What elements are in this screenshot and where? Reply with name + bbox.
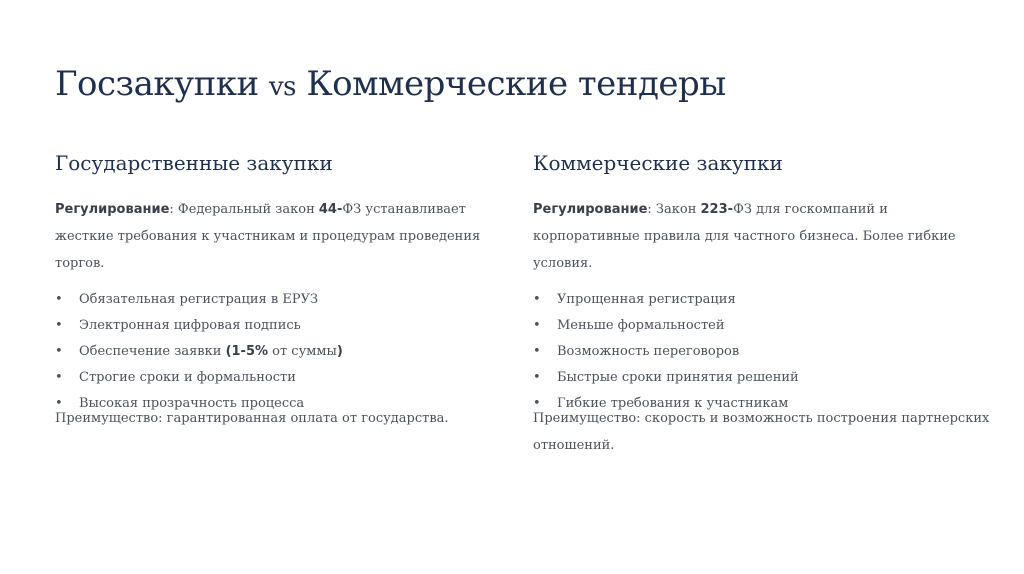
list-item [533,391,993,417]
commercial-advantage-text: Преимущество: скорость и возможность построения партнерских отношений. [533,411,990,453]
state-regulation-part1: : Федеральный закон [169,202,319,217]
title-part1: Госзакупки [55,64,259,104]
state-requirements-list [55,287,515,417]
list-item-text: Обязательная регистрация в ЕРУЗ [79,292,319,307]
bullet-icon: • [533,318,541,333]
commercial-regulation-label: Регулирование [533,202,648,217]
list-item [55,313,515,339]
bullet-icon: • [55,370,63,385]
bullet-icon: • [55,292,63,307]
bid-security-tail: от суммы [268,344,337,359]
list-item-text: Меньше формальностей [557,318,725,333]
list-item-text: Высокая прозрачность процесса [79,396,305,411]
list-item [55,339,515,365]
list-item [533,365,993,391]
list-item-text: Обеспечение заявки [79,344,222,359]
title-part2: Коммерческие тендеры [306,64,726,104]
bullet-icon: • [533,370,541,385]
commercial-regulation-part1: : Закон [647,202,701,217]
list-item [533,313,993,339]
commercial-procurement-column [533,148,993,459]
commercial-law-number: 223- [700,202,734,217]
list-item [55,365,515,391]
bullet-icon: • [55,344,63,359]
bid-security-close: ) [336,344,343,359]
bullet-icon: • [533,344,541,359]
bullet-icon: • [533,292,541,307]
list-item-text: Упрощенная регистрация [557,292,736,307]
state-law-number: 44- [318,202,343,217]
list-item [533,287,993,313]
state-regulation-label: Регулирование [55,202,170,217]
bid-security-percent: (1-5% [225,344,269,359]
commercial-requirements-list [533,287,993,417]
list-item-text: Гибкие требования к участникам [557,396,789,411]
list-item-text: Строгие сроки и формальности [79,370,296,385]
state-regulation-part2: ФЗ устанавливает жесткие требования к участникам и процедурам проведения торгов. [55,202,481,271]
list-item-text: Быстрые сроки принятия решений [557,370,799,385]
bullet-icon: • [55,318,63,333]
commercial-regulation-part2: ФЗ для госкомпаний и корпоративные правила для частного бизнеса. Более гибкие условия. [533,202,956,271]
bullet-icon: • [55,396,63,411]
bullet-icon: • [533,396,541,411]
list-item [55,391,515,417]
state-procurement-column [55,148,515,432]
list-item [533,339,993,365]
commercial-procurement-heading: Коммерческие закупки [533,151,783,175]
slide-title [55,58,726,113]
state-regulation-text [55,196,515,277]
list-item-text: Электронная цифровая подпись [79,318,301,333]
state-procurement-heading: Государственные закупки [55,151,333,175]
title-vs: vs [268,72,297,102]
list-item-text: Возможность переговоров [557,344,740,359]
state-advantage-text: Преимущество: гарантированная оплата от государства. [55,411,449,426]
list-item [55,287,515,313]
commercial-regulation-text [533,196,993,277]
